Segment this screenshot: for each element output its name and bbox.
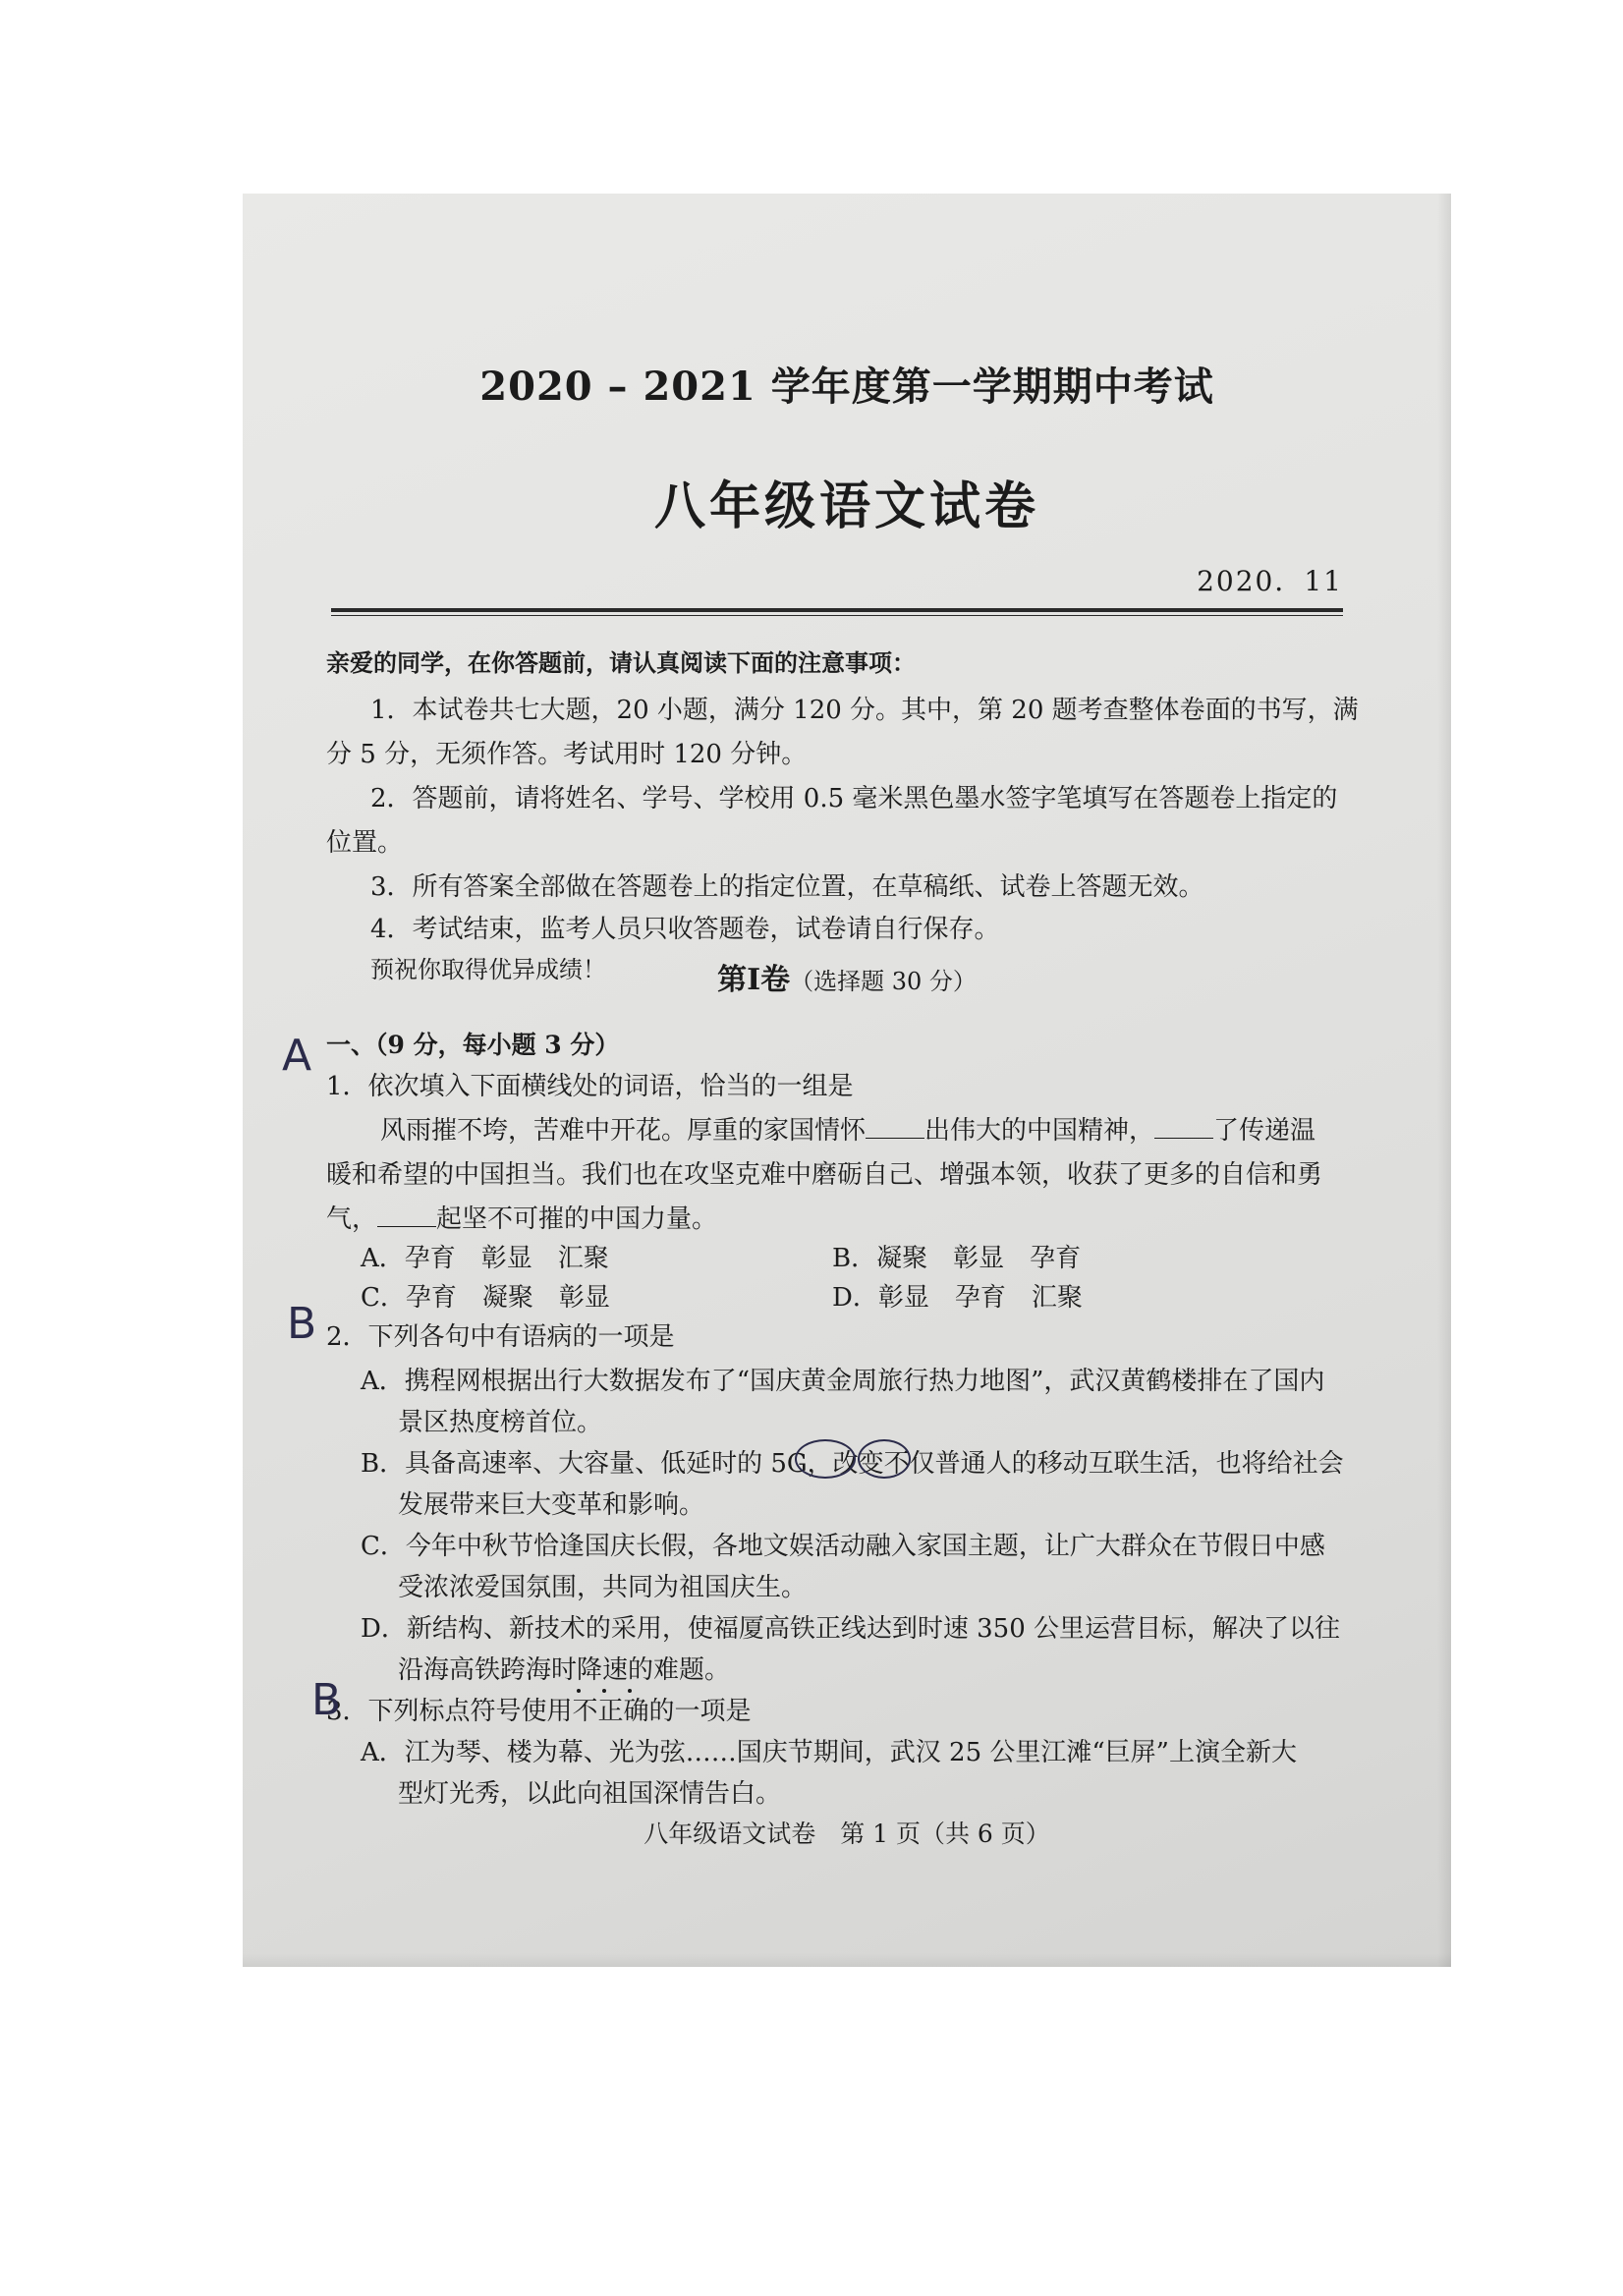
q1-option-b: B．凝聚 彰显 孕育	[832, 1244, 1082, 1273]
q3-option-a-line-1: A．江为琴、楼为幕、光为弦……国庆节期间，武汉 25 公里江滩“巨屏”上演全新大	[361, 1738, 1297, 1767]
notice-item-2-line-2: 位置。	[326, 828, 404, 858]
part1-heading: 一、（9 分，每小题 3 分）	[326, 1031, 620, 1059]
handwritten-circle-mark	[795, 1439, 856, 1479]
q1-option-a: A．孕育 彰显 汇聚	[361, 1244, 609, 1273]
q2-option-a-line-1: A．携程网根据出行大数据发布了“国庆黄金周旅行热力地图”，武汉黄鹤楼排在了国内	[361, 1367, 1325, 1396]
q1-option-d: D．彰显 孕育 汇聚	[832, 1283, 1083, 1313]
notice-item-3: 3．所有答案全部做在答题卷上的指定位置，在草稿纸、试卷上答题无效。	[370, 872, 1204, 902]
q2-stem: 2．下列各句中有语病的一项是	[326, 1322, 675, 1352]
section-label: 第Ⅰ卷	[717, 963, 791, 997]
q2-option-c-line-2: 受浓浓爱国氛围，共同为祖国庆生。	[398, 1573, 808, 1602]
q2-option-c-line-1: C．今年中秋节恰逢国庆长假，各地文娱活动融入家国主题，让广大群众在节假日中感	[361, 1532, 1325, 1561]
emphasis-dot	[577, 1689, 581, 1693]
q2-option-d-line-2: 沿海高铁跨海时降速的难题。	[398, 1655, 731, 1685]
notice-item-2-line-1: 2．答题前，请将姓名、学号、学校用 0.5 毫米黑色墨水签字笔填写在答题卷上指定的	[370, 784, 1338, 813]
section-heading	[243, 955, 1451, 998]
section-sub: （选择题 30 分）	[790, 968, 977, 995]
q3-stem: 3．下列标点符号使用不正确的一项是	[326, 1697, 752, 1726]
exam-date: 2020．11	[1197, 565, 1343, 597]
q2-option-a-line-2: 景区热度榜首位。	[398, 1408, 603, 1437]
header-rule-thin	[331, 615, 1343, 616]
q1-blank-1	[866, 1118, 924, 1139]
exam-page-photo	[243, 194, 1451, 1967]
emphasis-dot	[602, 1689, 606, 1693]
q1-text-c: 了传递温	[1213, 1116, 1316, 1146]
q2-option-b-line-2: 发展带来巨大变革和影响。	[398, 1490, 705, 1520]
q3-option-a-line-2: 型灯光秀，以此向祖国深情告白。	[398, 1779, 782, 1809]
handwritten-answer-q3: B	[311, 1675, 342, 1725]
handwritten-answer-q1: A	[282, 1031, 312, 1081]
page-footer: 八年级语文试卷 第 1 页（共 6 页）	[644, 1820, 1050, 1848]
q1-blank-3	[377, 1206, 436, 1227]
handwritten-circle-mark	[858, 1439, 911, 1479]
q1-paragraph-line-2: 暖和希望的中国担当。我们也在攻坚克难中磨砺自己、增强本领，收获了更多的自信和勇	[326, 1160, 1323, 1190]
q2-option-b-line-1: B．具备高速率、大容量、低延时的 5G，改变不仅普通人的移动互联生活，也将给社会	[361, 1449, 1344, 1479]
q1-text-a: 风雨摧不垮，苦难中开花。厚重的家国情怀	[380, 1116, 867, 1146]
q1-text-b: 出伟大的中国精神，	[924, 1116, 1155, 1146]
q1-text-e: 起坚不可摧的中国力量。	[436, 1204, 718, 1234]
notice-item-1-line-2: 分 5 分，无须作答。考试用时 120 分钟。	[326, 740, 808, 769]
page-shadow-bottom	[243, 1953, 1451, 1967]
q1-paragraph-line-1	[380, 1110, 1315, 1147]
handwritten-answer-q2: B	[287, 1299, 317, 1349]
exam-title: 2020 – 2021 学年度第一学期期中考试	[479, 364, 1214, 410]
notice-item-4: 4．考试结束，监考人员只收答题卷，试卷请自行保存。	[370, 915, 1000, 944]
q2-option-d-line-1: D．新结构、新技术的采用，使福厦高铁正线达到时速 350 公里运营目标，解决了以往	[361, 1614, 1341, 1644]
q1-blank-2	[1154, 1118, 1213, 1139]
q1-text-d: 气，	[326, 1204, 378, 1234]
page-shadow-right	[1437, 194, 1451, 1967]
notice-wish: 预祝你取得优异成绩！	[370, 956, 606, 983]
q1-option-c: C．孕育 凝聚 彰显	[361, 1283, 610, 1313]
emphasis-dot	[628, 1689, 632, 1693]
exam-subtitle: 八年级语文试卷	[653, 476, 1039, 536]
notice-item-1-line-1: 1．本试卷共七大题，20 小题，满分 120 分。其中，第 20 题考查整体卷面的书写，满	[370, 696, 1359, 725]
q1-stem: 1．依次填入下面横线处的词语，恰当的一组是	[326, 1072, 854, 1101]
header-rule-thick	[331, 608, 1343, 612]
q1-paragraph-line-3	[326, 1199, 717, 1235]
notice-heading: 亲爱的同学，在你答题前，请认真阅读下面的注意事项：	[326, 648, 916, 677]
